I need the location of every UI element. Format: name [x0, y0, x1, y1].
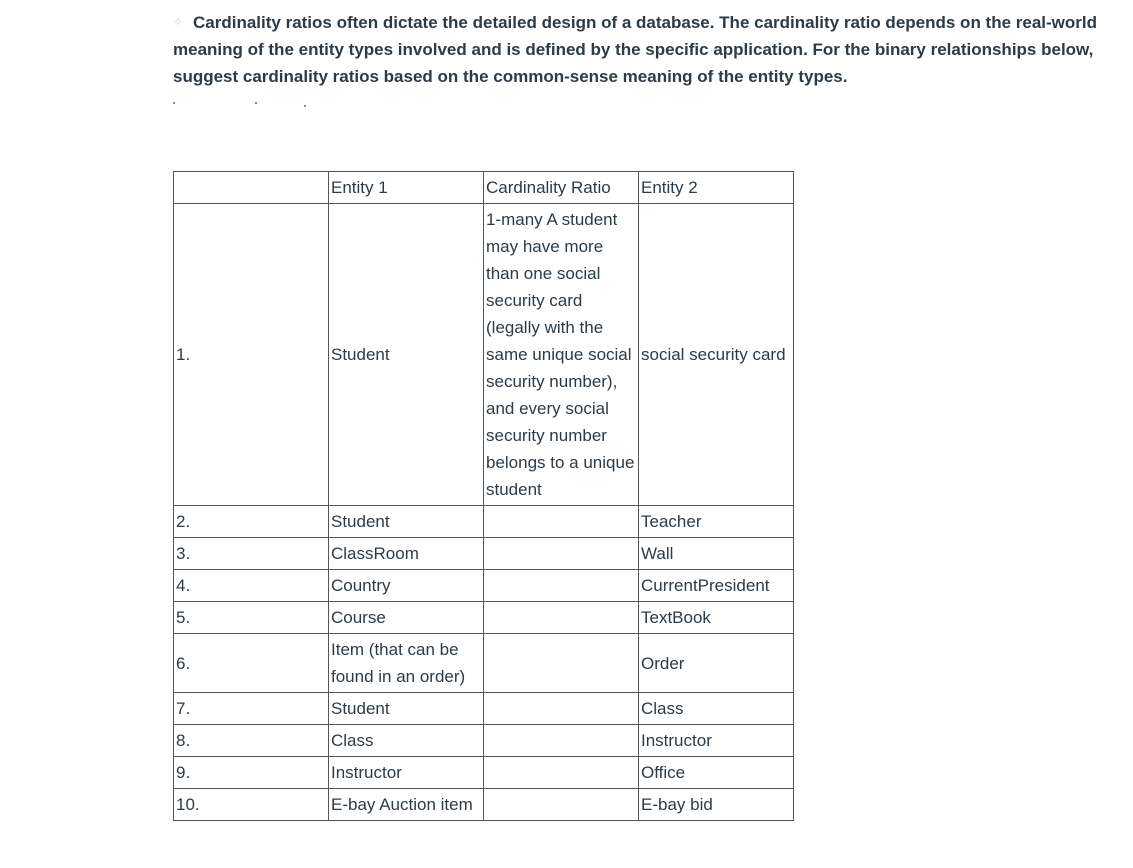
entity1-cell: ClassRoom — [329, 538, 484, 570]
entity1-cell: Course — [329, 602, 484, 634]
table-row — [174, 634, 794, 693]
question-text — [173, 9, 1103, 90]
table-row — [174, 204, 794, 506]
row-number: 8. — [174, 725, 329, 757]
cardinality-ratio-cell[interactable] — [484, 602, 639, 634]
table-row — [174, 693, 794, 725]
cardinality-table — [173, 171, 794, 821]
entity1-cell: Country — [329, 570, 484, 602]
table-header-row — [174, 172, 794, 204]
entity2-cell: Order — [639, 634, 794, 693]
cardinality-ratio-cell[interactable] — [484, 757, 639, 789]
entity2-cell: social security card — [639, 204, 794, 506]
entity2-cell: Wall — [639, 538, 794, 570]
entity1-cell: Class — [329, 725, 484, 757]
cardinality-ratio-cell[interactable] — [484, 634, 639, 693]
row-number: 7. — [174, 693, 329, 725]
row-number: 10. — [174, 789, 329, 821]
entity1-cell: Item (that can be found in an order) — [329, 634, 484, 693]
cardinality-ratio-cell[interactable] — [484, 570, 639, 602]
cardinality-ratio-cell[interactable] — [484, 725, 639, 757]
row-number: 3. — [174, 538, 329, 570]
question-body: Cardinality ratios often dictate the detailed design of a database. The cardinality ratio depends on the real-world meaning of the entity types involved and is defined by the specific application. For the binary relationships below, suggest cardinality ratios based on the common-sense meaning of the entity types. — [173, 13, 1098, 86]
table-row — [174, 602, 794, 634]
cardinality-ratio-cell[interactable] — [484, 693, 639, 725]
header-entity1: Entity 1 — [329, 172, 484, 204]
row-number: 9. — [174, 757, 329, 789]
row-number: 2. — [174, 506, 329, 538]
entity2-cell: Class — [639, 693, 794, 725]
sparkle-icon: ✧ — [173, 15, 184, 29]
entity1-cell: Student — [329, 693, 484, 725]
cardinality-ratio-cell[interactable] — [484, 538, 639, 570]
entity2-cell: Teacher — [639, 506, 794, 538]
entity2-cell: CurrentPresident — [639, 570, 794, 602]
cardinality-ratio-cell[interactable]: 1-many A student may have more than one social security card (legally with the same unique social security number), and every social security number belongs to a unique student — [484, 204, 639, 506]
cardinality-ratio-cell[interactable] — [484, 789, 639, 821]
table-row — [174, 757, 794, 789]
entity2-cell: E-bay bid — [639, 789, 794, 821]
header-number — [174, 172, 329, 204]
table-row — [174, 725, 794, 757]
row-number: 5. — [174, 602, 329, 634]
header-entity2: Entity 2 — [639, 172, 794, 204]
entity1-cell: Student — [329, 506, 484, 538]
entity1-cell: Student — [329, 204, 484, 506]
header-cardinality-ratio: Cardinality Ratio — [484, 172, 639, 204]
entity1-cell: Instructor — [329, 757, 484, 789]
entity2-cell: TextBook — [639, 602, 794, 634]
entity2-cell: Office — [639, 757, 794, 789]
table-row — [174, 570, 794, 602]
row-number: 4. — [174, 570, 329, 602]
entity2-cell: Instructor — [639, 725, 794, 757]
row-number: 6. — [174, 634, 329, 693]
cardinality-ratio-cell[interactable] — [484, 506, 639, 538]
table-row — [174, 538, 794, 570]
stray-marks — [173, 102, 313, 108]
table-row — [174, 789, 794, 821]
entity1-cell: E-bay Auction item — [329, 789, 484, 821]
row-number: 1. — [174, 204, 329, 506]
table-row — [174, 506, 794, 538]
